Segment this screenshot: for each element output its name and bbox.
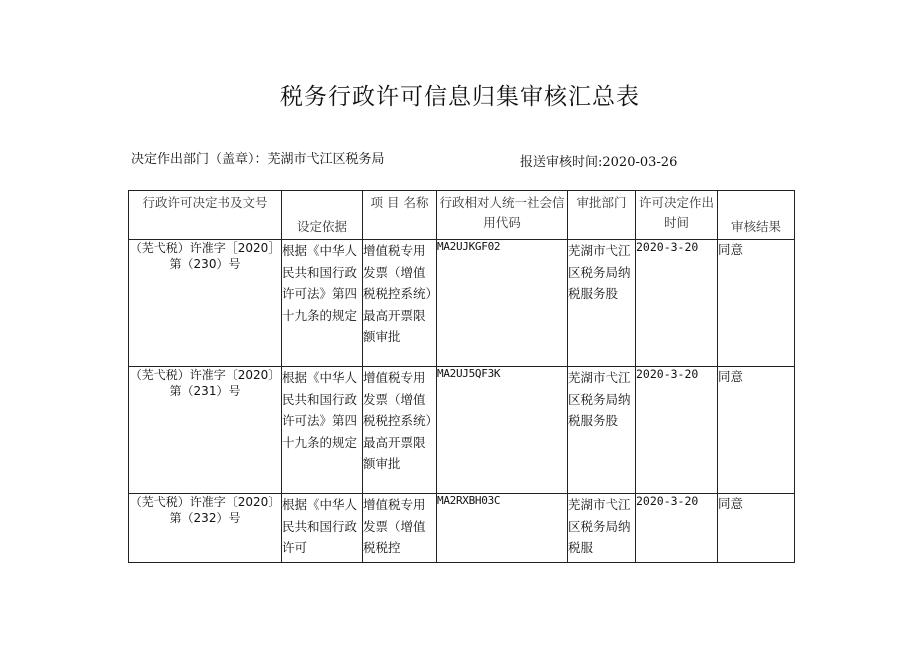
header-document-number: 行政许可决定书及文号 (129, 191, 282, 240)
cell-review-result: 同意 (718, 494, 795, 563)
cell-item-name: 增值税专用发票（增值税税控系统）最高开票限额审批 (363, 367, 437, 494)
header-credit-code: 行政相对人统一社会信用代码 (437, 191, 568, 240)
table-row (129, 367, 795, 494)
cell-item-name: 增值税专用发票（增值税税控 (363, 494, 437, 563)
decision-department (131, 148, 385, 167)
cell-credit-code: MA2RXBH03C (437, 494, 568, 563)
table-row (129, 240, 795, 367)
header-item-name: 项 目 名称 (363, 191, 437, 240)
cell-credit-code: MA2UJ5QF3K (437, 367, 568, 494)
submission-time (520, 151, 677, 170)
cell-approval-department: 芜湖市弋江区税务局纳税服 (568, 494, 636, 563)
submission-time-label: 报送审核时间: (520, 155, 603, 170)
header-legal-basis: 设定依据 (282, 191, 363, 240)
page-title: 税务行政许可信息归集审核汇总表 (280, 84, 640, 110)
header-review-result: 审核结果 (718, 191, 795, 240)
cell-credit-code: MA2UJKGF02 (437, 240, 568, 367)
header-decision-time: 许可决定作出时间 (636, 191, 718, 240)
cell-approval-department: 芜湖市弋江区税务局纳税服务股 (568, 240, 636, 367)
cell-approval-department: 芜湖市弋江区税务局纳税服务股 (568, 367, 636, 494)
decision-department-value: 芜湖市弋江区税务局 (267, 152, 385, 167)
cell-review-result: 同意 (718, 240, 795, 367)
cell-document-number: （芜弋税）许准字〔2020〕第（232）号 (129, 494, 282, 563)
cell-item-name: 增值税专用发票（增值税税控系统）最高开票限额审批 (363, 240, 437, 367)
cell-decision-time: 2020-3-20 (636, 367, 718, 494)
cell-legal-basis: 根据《中华人民共和国行政许可 (282, 494, 363, 563)
cell-decision-time: 2020-3-20 (636, 240, 718, 367)
cell-legal-basis: 根据《中华人民共和国行政许可法》第四十九条的规定 (282, 367, 363, 494)
table-row (129, 494, 795, 563)
cell-decision-time: 2020-3-20 (636, 494, 718, 563)
cell-document-number: （芜弋税）许准字［2020］第（230）号 (129, 240, 282, 367)
submission-time-value: 2020-03-26 (602, 155, 678, 170)
license-summary-table (128, 190, 795, 563)
cell-legal-basis: 根据《中华人民共和国行政许可法》第四十九条的规定 (282, 240, 363, 367)
table-header-row (129, 191, 795, 240)
decision-department-label: 决定作出部门（盖章）： (131, 152, 268, 167)
header-approval-department: 审批部门 (568, 191, 636, 240)
cell-review-result: 同意 (718, 367, 795, 494)
cell-document-number: （芜弋税）许准字〔2020〕第（231）号 (129, 367, 282, 494)
